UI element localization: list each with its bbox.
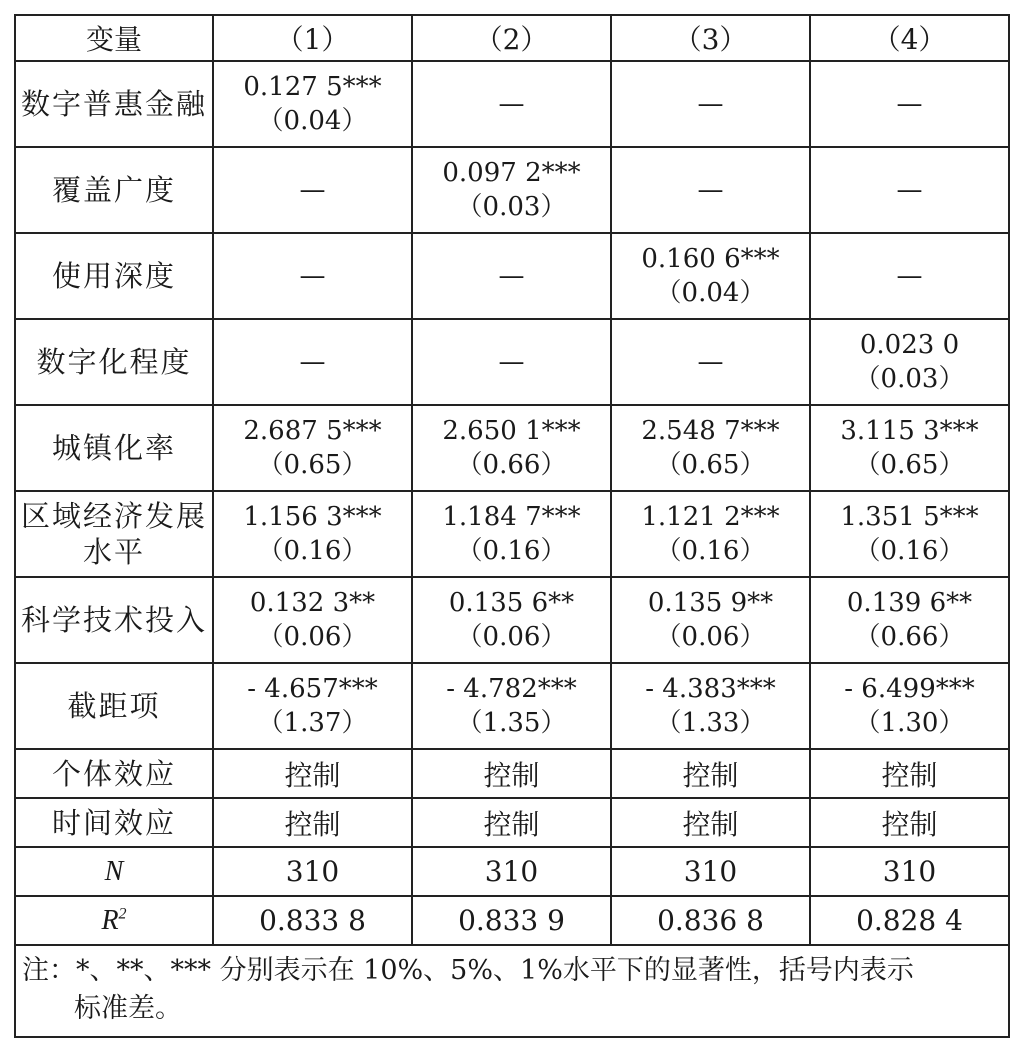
table-row-individual-effect [15, 749, 1009, 798]
coefficient-cell [810, 663, 1009, 749]
control-cell: 控制 [213, 749, 412, 798]
n-cell: 310 [611, 847, 810, 896]
coefficient-cell: — [412, 61, 611, 147]
n-cell: 310 [810, 847, 1009, 896]
standard-error: （0.16） [854, 536, 965, 566]
note-line-2: 标准差。 [74, 993, 182, 1024]
coefficient-cell [611, 405, 810, 491]
row-label: 使用深度 [15, 233, 213, 319]
coefficient-cell: — [611, 319, 810, 405]
coefficient-cell [810, 577, 1009, 663]
coefficient-value: 2.687 5*** [243, 416, 382, 446]
coefficient-value: 0.127 5*** [243, 72, 382, 102]
row-label: 个体效应 [15, 749, 213, 798]
coefficient-cell [611, 577, 810, 663]
row-label: 城镇化率 [15, 405, 213, 491]
regression-table-container [14, 14, 1008, 1038]
note-line-1: 注：*、**、*** 分别表示在 10%、5%、1%水平下的显著性，括号内表示 [22, 955, 914, 986]
coefficient-value: 0.023 0 [859, 330, 960, 360]
standard-error: （0.06） [456, 622, 567, 652]
r2-cell: 0.828 4 [810, 896, 1009, 945]
coefficient-value: 1.121 2*** [641, 502, 780, 532]
coefficient-cell [611, 491, 810, 577]
coefficient-cell [213, 405, 412, 491]
r2-cell: 0.836 8 [611, 896, 810, 945]
r2-letter: R [101, 904, 119, 936]
standard-error: （0.06） [257, 622, 368, 652]
coefficient-cell: — [810, 233, 1009, 319]
header-variable: 变量 [15, 15, 213, 61]
coefficient-cell: — [611, 147, 810, 233]
control-cell: 控制 [810, 798, 1009, 847]
r2-label [15, 896, 213, 945]
standard-error: （0.66） [456, 450, 567, 480]
table-row [15, 663, 1009, 749]
coefficient-cell [412, 147, 611, 233]
coefficient-value: - 4.657*** [247, 674, 378, 704]
coefficient-cell [412, 405, 611, 491]
coefficient-value: - 4.383*** [645, 674, 776, 704]
coefficient-cell [213, 577, 412, 663]
standard-error: （0.06） [655, 622, 766, 652]
standard-error: （0.66） [854, 622, 965, 652]
table-row [15, 491, 1009, 577]
standard-error: （0.65） [854, 450, 965, 480]
row-label: 数字化程度 [15, 319, 213, 405]
coefficient-value: 0.135 6** [448, 588, 575, 618]
standard-error: （0.65） [655, 450, 766, 480]
coefficient-cell: — [810, 147, 1009, 233]
coefficient-cell: — [412, 319, 611, 405]
coefficient-cell [213, 491, 412, 577]
row-label: 数字普惠金融 [15, 61, 213, 147]
coefficient-cell: — [213, 233, 412, 319]
coefficient-cell [810, 405, 1009, 491]
standard-error: （1.33） [655, 708, 766, 738]
standard-error: （0.04） [655, 278, 766, 308]
n-label: N [15, 847, 213, 896]
header-row [15, 15, 1009, 61]
standard-error: （0.03） [456, 192, 567, 222]
coefficient-value: 0.160 6*** [641, 244, 780, 274]
row-label: 截距项 [15, 663, 213, 749]
coefficient-cell: — [412, 233, 611, 319]
coefficient-value: - 4.782*** [446, 674, 577, 704]
standard-error: （1.37） [257, 708, 368, 738]
coefficient-value: 3.115 3*** [840, 416, 979, 446]
regression-table [14, 14, 1010, 1038]
table-row-r-squared [15, 896, 1009, 945]
table-row [15, 405, 1009, 491]
row-label: 科学技术投入 [15, 577, 213, 663]
control-cell: 控制 [412, 749, 611, 798]
standard-error: （0.16） [456, 536, 567, 566]
coefficient-cell: — [213, 319, 412, 405]
coefficient-value: - 6.499*** [844, 674, 975, 704]
coefficient-cell: — [810, 61, 1009, 147]
coefficient-cell [213, 663, 412, 749]
coefficient-cell [810, 491, 1009, 577]
table-row-time-effect [15, 798, 1009, 847]
table-row [15, 577, 1009, 663]
coefficient-cell [213, 61, 412, 147]
table-row [15, 61, 1009, 147]
coefficient-value: 2.650 1*** [442, 416, 581, 446]
row-label: 时间效应 [15, 798, 213, 847]
coefficient-cell [412, 663, 611, 749]
row-label: 覆盖广度 [15, 147, 213, 233]
coefficient-cell [611, 663, 810, 749]
n-cell: 310 [412, 847, 611, 896]
coefficient-value: 0.135 9** [647, 588, 774, 618]
r2-superscript: 2 [118, 905, 127, 923]
coefficient-cell [412, 491, 611, 577]
n-cell: 310 [213, 847, 412, 896]
table-row [15, 319, 1009, 405]
control-cell: 控制 [810, 749, 1009, 798]
coefficient-value: 1.351 5*** [840, 502, 979, 532]
standard-error: （1.30） [854, 708, 965, 738]
standard-error: （0.03） [854, 364, 965, 394]
control-cell: 控制 [611, 749, 810, 798]
control-cell: 控制 [611, 798, 810, 847]
header-model-2: （2） [412, 15, 611, 61]
coefficient-cell [412, 577, 611, 663]
coefficient-value: 0.139 6** [846, 588, 973, 618]
standard-error: （0.65） [257, 450, 368, 480]
coefficient-value: 2.548 7*** [641, 416, 780, 446]
coefficient-value: 0.132 3** [249, 588, 376, 618]
header-model-4: （4） [810, 15, 1009, 61]
table-row-n [15, 847, 1009, 896]
table-note [15, 945, 1009, 1037]
coefficient-cell [611, 233, 810, 319]
coefficient-value: 1.156 3*** [243, 502, 382, 532]
table-row [15, 147, 1009, 233]
control-cell: 控制 [213, 798, 412, 847]
standard-error: （0.16） [257, 536, 368, 566]
header-model-1: （1） [213, 15, 412, 61]
table-body [15, 61, 1009, 749]
coefficient-value: 0.097 2*** [442, 158, 581, 188]
coefficient-value: 1.184 7*** [442, 502, 581, 532]
r2-cell: 0.833 9 [412, 896, 611, 945]
control-cell: 控制 [412, 798, 611, 847]
standard-error: （0.16） [655, 536, 766, 566]
coefficient-cell: — [611, 61, 810, 147]
table-row-note [15, 945, 1009, 1037]
r2-cell: 0.833 8 [213, 896, 412, 945]
header-model-3: （3） [611, 15, 810, 61]
standard-error: （0.04） [257, 106, 368, 136]
coefficient-cell: — [213, 147, 412, 233]
table-row [15, 233, 1009, 319]
row-label: 区域经济发展水平 [15, 491, 213, 577]
coefficient-cell [810, 319, 1009, 405]
standard-error: （1.35） [456, 708, 567, 738]
